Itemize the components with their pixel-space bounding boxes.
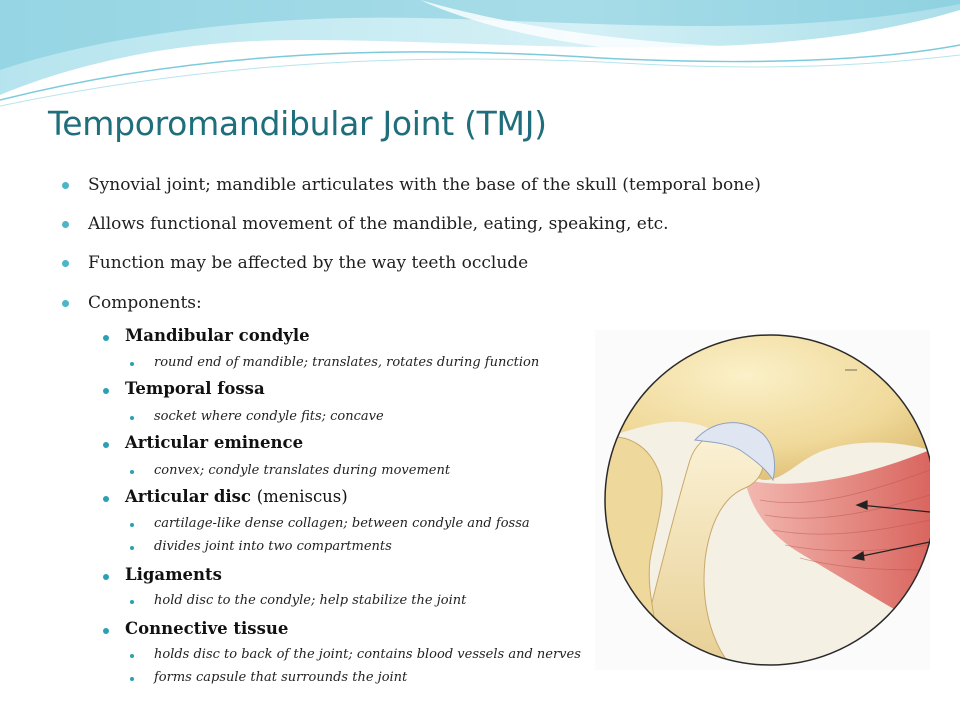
note-connective-1: holds disc to back of the joint; contains blood vessels and nerves <box>154 647 581 662</box>
bullet-dot <box>62 221 69 228</box>
note-bullet-dot <box>130 362 134 366</box>
articular-disc-extra: (meniscus) <box>256 487 348 506</box>
sub-bullet-dot <box>103 388 109 394</box>
note-bullet-dot <box>130 677 134 681</box>
note-eminence: convex; condyle translates during movement <box>154 463 451 478</box>
note-connective-2: forms capsule that surrounds the joint <box>154 670 408 685</box>
slide-title: Temporomandibular Joint (TMJ) <box>48 104 547 143</box>
sub-bullet-dot <box>103 496 109 502</box>
note-condyle: round end of mandible; translates, rotates during function <box>154 355 540 370</box>
sub-bullet-dot <box>103 335 109 341</box>
bullet-dot <box>62 260 69 267</box>
component-articular-disc <box>125 487 348 506</box>
component-temporal-fossa: Temporal fossa <box>125 379 265 398</box>
sub-bullet-dot <box>103 628 109 634</box>
note-bullet-dot <box>130 654 134 658</box>
bullet-movement: Allows functional movement of the mandible, eating, speaking, etc. <box>88 214 669 234</box>
tmj-illustration <box>595 330 930 670</box>
sub-bullet-dot <box>103 574 109 580</box>
bullet-occlusion: Function may be affected by the way teeth occlude <box>88 253 529 273</box>
component-ligaments: Ligaments <box>125 565 222 584</box>
header-swoosh-decoration <box>0 0 960 110</box>
component-connective-tissue: Connective tissue <box>125 619 289 638</box>
component-mandibular-condyle: Mandibular condyle <box>125 326 310 345</box>
note-bullet-dot <box>130 546 134 550</box>
note-bullet-dot <box>130 470 134 474</box>
articular-disc-name: Articular disc <box>125 487 251 506</box>
bullet-synovial: Synovial joint; mandible articulates with the base of the skull (temporal bone) <box>88 175 761 195</box>
note-ligaments: hold disc to the condyle; help stabilize the joint <box>154 593 467 608</box>
sub-bullet-dot <box>103 442 109 448</box>
bullet-dot <box>62 182 69 189</box>
note-bullet-dot <box>130 523 134 527</box>
component-articular-eminence: Articular eminence <box>125 433 304 452</box>
note-fossa: socket where condyle fits; concave <box>154 409 384 424</box>
note-bullet-dot <box>130 416 134 420</box>
note-bullet-dot <box>130 600 134 604</box>
note-disc-1: cartilage-like dense collagen; between condyle and fossa <box>154 516 530 531</box>
note-disc-2: divides joint into two compartments <box>154 539 392 554</box>
bullet-dot <box>62 300 69 307</box>
bullet-components: Components: <box>88 293 202 313</box>
